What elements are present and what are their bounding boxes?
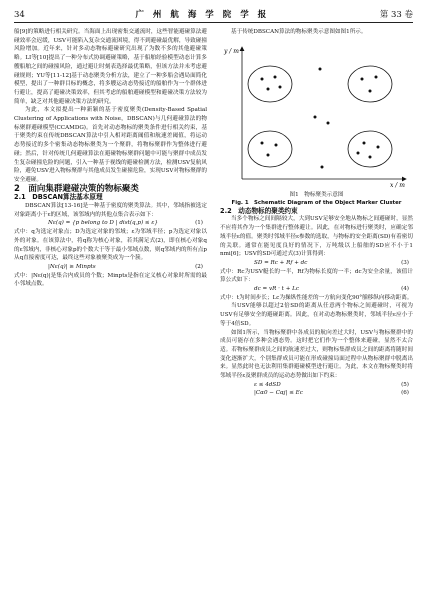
figure-caption-en: Fig. 1 Schematic Diagram of the Object Marker Cluster bbox=[231, 199, 402, 206]
equation-4: dc = vR · t + Lc (4) bbox=[254, 286, 409, 293]
volume-label: 第 33 卷 bbox=[379, 10, 413, 20]
equation-1: Nε(q) = {p belong to D | dist(q,p) ≤ ε} (1) bbox=[48, 220, 203, 227]
equation-2: |Nε(q)| ≥ Minpts (2) bbox=[48, 263, 203, 270]
journal-title: 广 州 航 海 学 院 学 报 bbox=[135, 10, 270, 20]
cluster-circle bbox=[348, 66, 392, 102]
paragraph: 如图1所示，当物标聚群中各成员的航向差过大时，USV与物标聚群中的成员可能存在多种会遇态势。这时把它们作为一个整体来避碰，显然不太合适。若物标聚群成员之间的航速差过大，则物标集群成员之间的距离将随时间变化逐渐扩大，个别集群成员可能在形成碰撞局面过程中从物标聚群中脱离出来。显然此时也无法利用集群避碰模型进行避让。为此，本文在物标聚类时将邻域半径ε及聚群成员的运动态势做出如下约束： bbox=[220, 329, 413, 380]
page-header bbox=[14, 8, 413, 20]
equation-3: SD = Rc + Rf + dc (3) bbox=[254, 259, 409, 266]
paragraph: 当多个物标之间间隔较大，大到USV足够安全地从物标之间避碰时，显然不应将其作为一个集群进行整体避让。因此，在对物标进行聚类时，应确定邻域半径ε的值。聚类时邻域半径ε参数的选取，与物标的安全距离(SD)有着密切的关联。通常在能见度良好的情况下，万吨级以上船舶的SD应不小于1 nmi[6]；USV的SD可通过式(3)计算得到： bbox=[220, 216, 413, 258]
paragraph: 当USV能够以超过2倍SD的距离从任意两个物标之间避碰时，可视为USV有足够安全的避碰距离。因此，在对动态物标聚类时，邻域半径ε应小于等于4倍SD。 bbox=[220, 303, 413, 327]
x-axis-label: x / m bbox=[390, 181, 405, 189]
equation-5: ε ≤ 4dSD (5) bbox=[254, 381, 409, 388]
page-number: 34 bbox=[14, 10, 25, 20]
figure-caption-cn: 图1 物标聚类示意图 bbox=[289, 191, 344, 198]
equation-6: |Cα0 − Cαj| ≤ Ec (6) bbox=[254, 390, 409, 397]
left-column bbox=[14, 28, 207, 289]
paragraph: 为此，本文拟提出一种新颖的基于密度聚类(Density-Based Spatial Clustering of Applications with Noise，DBSCAN)与几何避碰算法的物标聚群避碰模型(CCAMDG)。首先对动态物标的聚类条件进行相关约束，基于聚类约束在传统DBSCAN算法中引入相对距离阈值和航速差阈值，将运动态势接近的多个密集动态物标聚类为一个聚群，将物标聚群作为整体进行避碰；然后，针对传统几何避碰算法在避碰物标聚群问题中可能与聚群中成员发生复杂碰撞危险的问题，引入一种基于视线的避碰检测方法，检测USV复航风险，避免USV进入物标聚群与其他成员发生碰撞危险，实现USV对物标聚群的安全避碰。 bbox=[14, 107, 207, 183]
paragraph: 船[9]的策略进行相关研究。当海面上出现密集交通流时，这些智能避碰算法避碰效率会迟缓，USV可能陷入复杂交通流困境，得不到避碰最优解，导致碰撞风险增加。近年来，针对多动态物标避碰研究出现了为数不多的其他避碰策略。LI等[10]提出了一种分布式协调避碰策略，基于船舶经验模型动态计算多艘船舶之间的碰撞风险，通过避让时刻表选择最优策略，但该方法并未考虑避碰规则；YU等[11-12]基于动态聚类分析方法，建立了一种多船会遇局面简化模型，提出了一种群目标的概念，将多艘运动态势接近的船舶作为一个群体进行避让，提高了避碰决策效率，但其考虑的船舶避碰模型和避碰决策方法较为简单，缺乏对其他避碰决策方法的研究。 bbox=[14, 29, 207, 105]
cluster-circle bbox=[348, 131, 392, 167]
paragraph: 式中：t为时间步长；Lc为操纵性能差的一方航向变化90°艏移纵向移动距离。 bbox=[220, 294, 413, 301]
paragraph: DBSCAN算法[13-16]是一种基于密度的聚类算法。其中，邻域指被选定对象距离小于ε的区域，该邻域内的其他点集合表示如下： bbox=[14, 203, 207, 218]
object-points bbox=[261, 67, 380, 168]
y-axis-label: y / m bbox=[224, 47, 239, 55]
cluster-diagram bbox=[220, 39, 413, 189]
figure-1 bbox=[220, 39, 413, 189]
section-heading: 2 面向集群避碰决策的物标聚类 bbox=[14, 183, 139, 194]
header-rule bbox=[14, 22, 413, 23]
cluster-circle bbox=[248, 131, 292, 167]
right-column bbox=[220, 28, 413, 398]
paragraph: 式中：|Nε(q)|是集合内成员的个数；Minpts是指在定义核心对象时所需的最小邻域点数。 bbox=[14, 272, 207, 288]
paragraph: 基于传统DBSCAN算法的物标聚类示意图如图1所示。 bbox=[231, 29, 367, 35]
cluster-circle bbox=[248, 66, 292, 102]
paragraph: 式中：Rc为USV艇长的一半，Rf为物标长度的一半；dc为安全余量，该值计算公式如下： bbox=[220, 268, 413, 284]
subsection-heading: 2.1 DBSCAN算法基本原理 bbox=[14, 193, 103, 202]
subsection-heading: 2.2 动态物标的聚类约束 bbox=[220, 206, 298, 215]
paragraph: 式中：q为选定对象点；D为选定对象的邻域；ε为邻域半径；p为选定对象以外的对象。在该算法中，将q称为核心对象，若其满足式(2)，即在核心对象q的ε邻域内，非核心对象p的个数大于等于最小邻域点数，则q邻域内的所有点p从q直接密度可达，最终这些对象被聚类成为一个簇。 bbox=[14, 229, 207, 262]
